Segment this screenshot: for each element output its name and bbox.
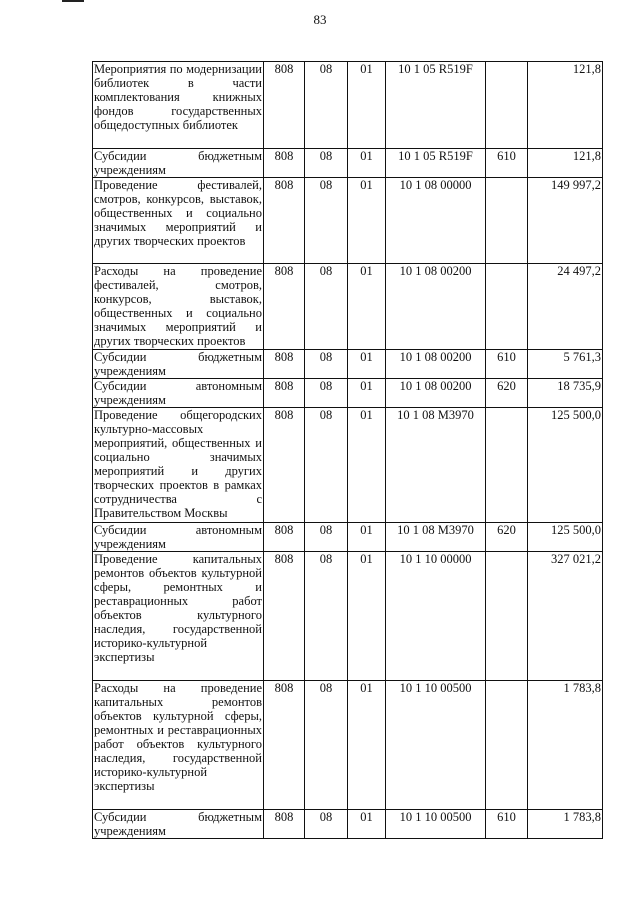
ministry-code: 808	[264, 523, 305, 552]
amount: 1 783,8	[528, 810, 603, 839]
expense-type-code: 620	[486, 523, 528, 552]
table-row	[93, 810, 603, 839]
table-row	[93, 681, 603, 810]
ministry-code: 808	[264, 350, 305, 379]
table-row	[93, 178, 603, 264]
row-name: Субсидии автономным учреждениям	[94, 379, 262, 407]
subsection-code: 01	[348, 379, 386, 408]
row-name: Субсидии бюджетным учреждениям	[94, 149, 262, 177]
amount: 1 783,8	[528, 681, 603, 810]
table-row	[93, 379, 603, 408]
target-code: 10 1 05 R519F	[386, 62, 486, 149]
table-row	[93, 264, 603, 350]
table-row	[93, 62, 603, 149]
section-code: 08	[305, 408, 348, 523]
row-name: Субсидии бюджетным учреждениям	[94, 810, 262, 838]
ministry-code: 808	[264, 178, 305, 264]
ministry-code: 808	[264, 681, 305, 810]
subsection-code: 01	[348, 149, 386, 178]
subsection-code: 01	[348, 523, 386, 552]
expense-type-code	[486, 62, 528, 149]
subsection-code: 01	[348, 681, 386, 810]
amount: 125 500,0	[528, 523, 603, 552]
section-code: 08	[305, 264, 348, 350]
budget-table	[92, 61, 603, 839]
target-code: 10 1 08 00200	[386, 350, 486, 379]
table-row	[93, 523, 603, 552]
row-name: Расходы на проведение фестивалей, смотров, конкурсов, выставок, общественных и социально значимых мероприятий и других творческих проектов	[94, 264, 262, 348]
table-row	[93, 552, 603, 681]
amount: 18 735,9	[528, 379, 603, 408]
row-name: Проведение капитальных ремонтов объектов культурной сферы, ремонтных и реставрационных работ объектов культурного наследия, государственной историко-культурной экспертизы	[93, 552, 264, 681]
row-name: Субсидии бюджетным учреждениям	[94, 350, 262, 378]
target-code: 10 1 08 М3970	[386, 523, 486, 552]
section-code: 08	[305, 810, 348, 839]
table-row	[93, 408, 603, 523]
ministry-code: 808	[264, 62, 305, 149]
section-code: 08	[305, 62, 348, 149]
expense-type-code	[486, 681, 528, 810]
expense-type-code	[486, 408, 528, 523]
ministry-code: 808	[264, 408, 305, 523]
target-code: 10 1 08 00200	[386, 379, 486, 408]
target-code: 10 1 08 00200	[386, 264, 486, 350]
row-name: Проведение фестивалей, смотров, конкурсов, выставок, общественных и социально значимых мероприятий и других творческих проектов	[93, 178, 264, 264]
subsection-code: 01	[348, 552, 386, 681]
target-code: 10 1 08 М3970	[386, 408, 486, 523]
amount: 121,8	[528, 149, 603, 178]
section-code: 08	[305, 681, 348, 810]
section-code: 08	[305, 178, 348, 264]
amount: 125 500,0	[528, 408, 603, 523]
expense-type-code	[486, 178, 528, 264]
target-code: 10 1 10 00500	[386, 810, 486, 839]
ministry-code: 808	[264, 810, 305, 839]
target-code: 10 1 10 00500	[386, 681, 486, 810]
row-name: Субсидии автономным учреждениям	[94, 523, 262, 551]
target-code: 10 1 08 00000	[386, 178, 486, 264]
amount: 24 497,2	[528, 264, 603, 350]
subsection-code: 01	[348, 408, 386, 523]
expense-type-code: 610	[486, 350, 528, 379]
subsection-code: 01	[348, 350, 386, 379]
expense-type-code: 610	[486, 810, 528, 839]
row-name: Расходы на проведение капитальных ремонтов объектов культурной сферы, ремонтных и реставрационных работ объектов культурного наследия, государственной историко-культурной экспертизы	[93, 681, 264, 810]
target-code: 10 1 05 R519F	[386, 149, 486, 178]
expense-type-code	[486, 552, 528, 681]
ministry-code: 808	[264, 552, 305, 681]
subsection-code: 01	[348, 62, 386, 149]
section-code: 08	[305, 552, 348, 681]
section-code: 08	[305, 149, 348, 178]
amount: 149 997,2	[528, 178, 603, 264]
subsection-code: 01	[348, 810, 386, 839]
ministry-code: 808	[264, 264, 305, 350]
subsection-code: 01	[348, 178, 386, 264]
expense-type-code: 620	[486, 379, 528, 408]
target-code: 10 1 10 00000	[386, 552, 486, 681]
top-edge-mark	[62, 0, 84, 2]
section-code: 08	[305, 350, 348, 379]
row-name: Проведение общегородских культурно-массовых мероприятий, общественных и социально значимых мероприятий и других творческих проектов в рамках сотрудничества с Правительством Москвы	[93, 408, 264, 523]
table-row	[93, 149, 603, 178]
page-number: 83	[313, 12, 327, 27]
table-row	[93, 350, 603, 379]
amount: 5 761,3	[528, 350, 603, 379]
subsection-code: 01	[348, 264, 386, 350]
ministry-code: 808	[264, 149, 305, 178]
ministry-code: 808	[264, 379, 305, 408]
row-name: Мероприятия по модернизации библиотек в части комплектования книжных фондов государственных общедоступных библиотек	[93, 62, 264, 149]
budget-table-body	[93, 62, 603, 839]
section-code: 08	[305, 523, 348, 552]
amount: 121,8	[528, 62, 603, 149]
expense-type-code: 610	[486, 149, 528, 178]
amount: 327 021,2	[528, 552, 603, 681]
expense-type-code	[486, 264, 528, 350]
section-code: 08	[305, 379, 348, 408]
